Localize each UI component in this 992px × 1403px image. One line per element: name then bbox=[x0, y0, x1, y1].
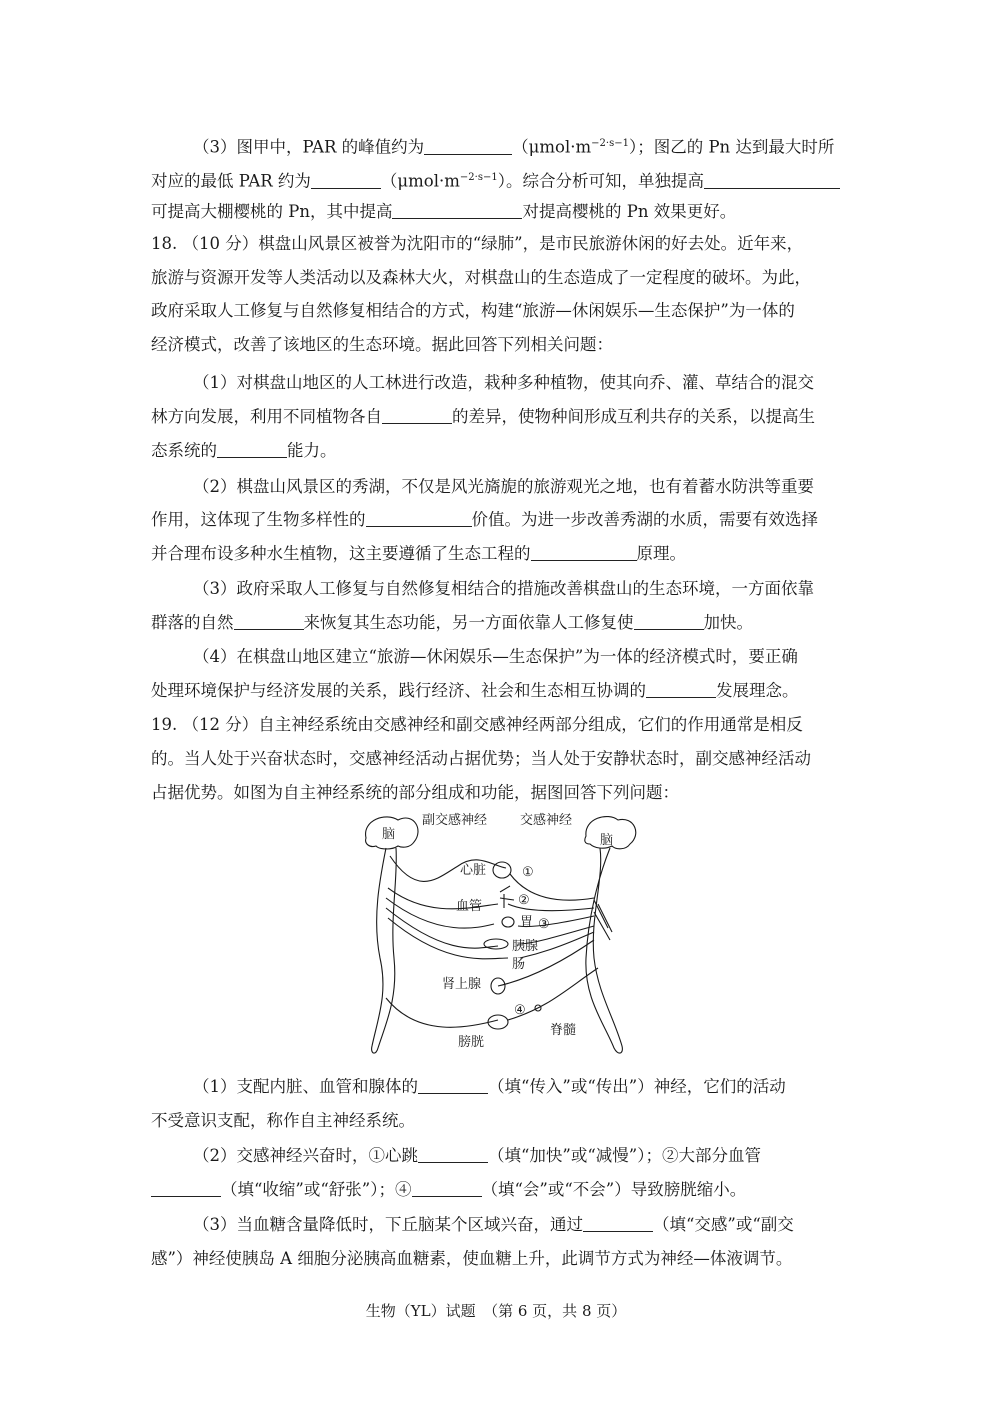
sym-label: 交感神经 bbox=[520, 813, 573, 828]
q19-sub1-line-2: 不受意识支配，称作自主神经系统。 bbox=[151, 1111, 415, 1130]
heart-shape bbox=[493, 862, 511, 878]
blank-niche[interactable] bbox=[382, 407, 452, 424]
parasym-label: 副交感神经 bbox=[422, 813, 488, 828]
intestine-label: 肠 bbox=[512, 957, 526, 972]
pancreas-shape bbox=[484, 939, 508, 949]
q19-sub3-line-1: （3）当血糖含量降低时，下丘脑某个区域兴奋，通过 （填“交感”或“副交 bbox=[193, 1215, 794, 1234]
q18-sub4-line-1: （4）在棋盘山地区建立“旅游—休闲娱乐—生态保护”为一体的经济模式时，要正确 bbox=[193, 647, 798, 666]
adrenal-label: 肾上腺 bbox=[442, 977, 482, 992]
q18-sub1-line-3: 态系统的 能力。 bbox=[151, 441, 337, 460]
heart-label: 心脏 bbox=[460, 863, 487, 878]
brain-left-label: 脑 bbox=[382, 827, 396, 842]
num-4-label: ④ bbox=[514, 1003, 526, 1018]
q17-line-2: 对应的最低 PAR 约为 $(\mu mol\cdot m^{-2\cdot s-1})$。综合分析可知，单独提高 bbox=[151, 167, 840, 193]
q18-sub3-line-1: （3）政府采取人工修复与自然修复相结合的措施改善棋盘山的生态环境，一方面依靠 bbox=[193, 579, 814, 598]
q18-sub2-line-3: 并合理布设多种水生植物，这主要遵循了生态工程的 原理。 bbox=[151, 544, 686, 563]
blank-better-factor[interactable] bbox=[392, 202, 522, 219]
q18-stem-2: 旅游与资源开发等人类活动以及森林大火，对棋盘山的生态造成了一定程度的破坏。为此， bbox=[151, 268, 811, 287]
left-spinal-cord bbox=[372, 848, 397, 1053]
blank-speed[interactable] bbox=[634, 613, 704, 630]
q19-sub2-line-2: （填“收缩”或“舒张”）；④ （填“会”或“不会”）导致膀胱缩小。 bbox=[151, 1179, 746, 1201]
autonomic-nervous-system-diagram bbox=[358, 808, 640, 1066]
pancreas-label: 胰腺 bbox=[512, 939, 539, 954]
q19-sub2-line-1: （2）交感神经兴奋时，①心跳 （填“加快”或“减慢”）；②大部分血管 bbox=[193, 1146, 761, 1165]
q18-stem-3: 政府采取人工修复与自然修复相结合的方式，构建“旅游—休闲娱乐—生态保护”为一体的 bbox=[151, 301, 795, 320]
blank-bladder[interactable] bbox=[412, 1180, 482, 1197]
stomach-label: 胃 bbox=[520, 915, 534, 930]
num-3-label: ③ bbox=[538, 917, 550, 932]
q19-sub1-line-1: （1）支配内脏、血管和腺体的 （填“传入”或“传出”）神经，它们的活动 bbox=[193, 1077, 786, 1096]
q18-sub4-line-2: 处理环境保护与经济发展的关系，践行经济、社会和生态相互协调的 发展理念。 bbox=[151, 681, 799, 700]
q17-line-1: （3）图甲中，PAR 的峰值约为 $(\mu mol\cdot m^{-2\cdot s-1})$；图乙的 Pn 达到最大时所 bbox=[193, 137, 835, 157]
blank-efferent[interactable] bbox=[418, 1077, 488, 1094]
page-footer: 生物（YL）试题 （第 6 页，共 8 页） bbox=[365, 1302, 627, 1320]
blank-succession[interactable] bbox=[234, 613, 304, 630]
bladder-label: 膀胱 bbox=[458, 1035, 485, 1050]
q17-line-3: 可提高大棚樱桃的 Pn，其中提高 对提高樱桃的 Pn 效果更好。 bbox=[151, 202, 737, 221]
blank-nerve-type[interactable] bbox=[583, 1215, 653, 1232]
brain-right-label: 脑 bbox=[600, 833, 614, 848]
q19-stem-2: 的。当人处于兴奋状态时，交感神经活动占据优势；当人处于安静状态时，副交感神经活动 bbox=[151, 749, 811, 768]
stomach-shape bbox=[502, 917, 514, 927]
blank-stability[interactable] bbox=[217, 441, 287, 458]
q18-stem-1: 18. （10 分）棋盘山风景区被誉为沈阳市的“绿肺”，是市民旅游休闲的好去处。近年来， bbox=[151, 234, 804, 253]
q18-stem-4: 经济模式，改善了该地区的生态环境。据此回答下列相关问题： bbox=[151, 335, 613, 354]
blank-vessel[interactable] bbox=[151, 1180, 221, 1197]
q18-sub2-line-2: 作用，这体现了生物多样性的 价值。为进一步改善秀湖的水质，需要有效选择 bbox=[151, 510, 818, 529]
blank-principle[interactable] bbox=[531, 544, 637, 561]
right-spinal-cord bbox=[586, 848, 623, 1053]
q19-sub3-line-2: 感”）神经使胰岛 A 细胞分泌胰高血糖素，使血糖上升，此调节方式为神经—体液调节。 bbox=[151, 1249, 793, 1268]
blank-heartbeat[interactable] bbox=[418, 1146, 488, 1163]
num-1-label: ① bbox=[522, 865, 534, 880]
vessel-shape bbox=[500, 886, 514, 908]
blank-par-peak[interactable] bbox=[424, 138, 512, 155]
q18-sub1-line-2: 林方向发展，利用不同植物各自 的差异，使物种间形成互利共存的关系，以提高生 bbox=[151, 407, 815, 426]
q19-stem-3: 占据优势。如图为自主神经系统的部分组成和功能，据图回答下列问题： bbox=[151, 783, 679, 802]
q18-sub3-line-2: 群落的自然 来恢复其生态功能，另一方面依靠人工修复使 加快。 bbox=[151, 613, 753, 632]
q19-stem-1: 19. （12 分）自主神经系统由交感神经和副交感神经两部分组成，它们的作用通常是相反 bbox=[151, 715, 803, 734]
num-2-label: ② bbox=[518, 893, 530, 908]
blank-value[interactable] bbox=[366, 510, 472, 527]
q18-sub2-line-1: （2）棋盘山风景区的秀湖，不仅是风光旖旎的旅游观光之地，也有着蓄水防洪等重要 bbox=[193, 477, 814, 496]
vessel-label: 血管 bbox=[456, 899, 483, 914]
blank-development[interactable] bbox=[646, 681, 716, 698]
spinal-label: 脊髓 bbox=[550, 1023, 577, 1038]
blank-par-min[interactable] bbox=[311, 172, 381, 189]
q18-sub1-line-1: （1）对棋盘山地区的人工林进行改造，栽种多种植物，使其向乔、灌、草结合的混交 bbox=[193, 373, 814, 392]
blank-single-factor[interactable] bbox=[704, 172, 840, 189]
